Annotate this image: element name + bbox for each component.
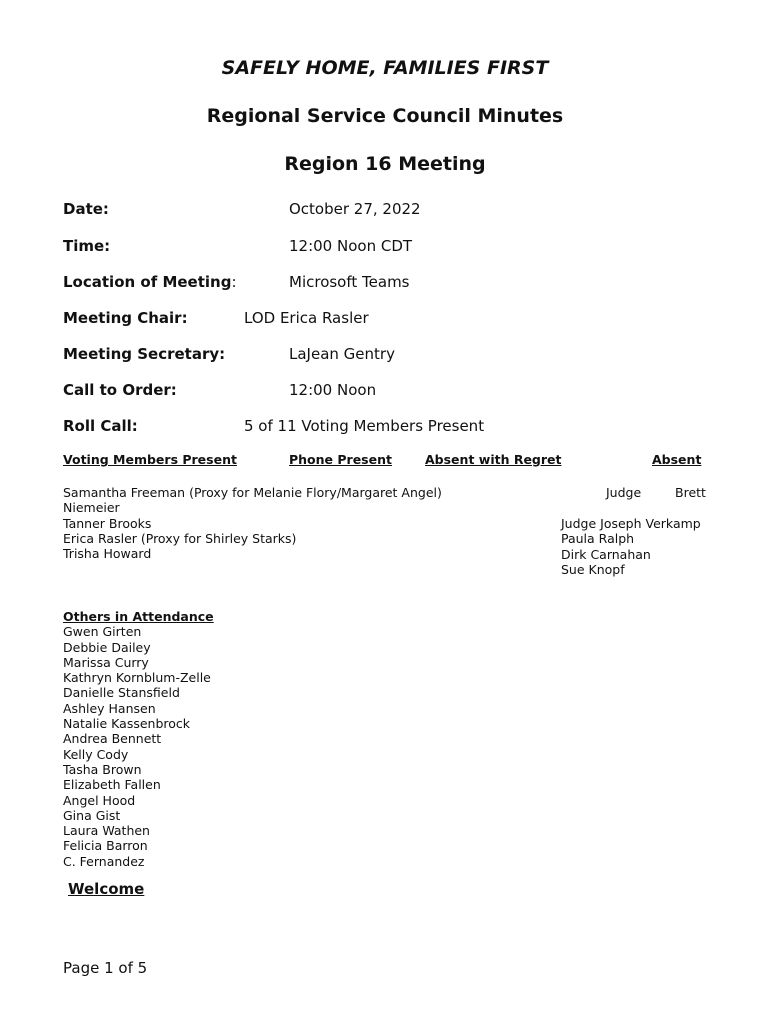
list-item: Paula Ralph	[561, 531, 635, 547]
welcome-heading: Welcome	[68, 880, 145, 898]
list-item: Kathryn Kornblum-Zelle	[63, 670, 211, 686]
list-item: Gina Gist	[63, 807, 121, 823]
absent-header: Absent	[652, 452, 702, 467]
list-item: Erica Rasler (Proxy for Shirley Starks)	[63, 530, 297, 546]
list-item: Tasha Brown	[63, 761, 142, 777]
others-in-attendance	[63, 609, 214, 869]
others-heading: Others in Attendance	[63, 609, 214, 624]
page-number: Page 1 of 5	[63, 959, 148, 977]
document-title: Regional Service Council Minutes	[206, 105, 564, 127]
absent-first-part1: Judge	[606, 485, 642, 500]
list-item: Angel Hood	[63, 792, 136, 808]
chair-label: Meeting Chair:	[63, 309, 188, 327]
roll-call-value: 5 of 11 Voting Members Present	[244, 417, 485, 435]
list-item: Gwen Girten	[63, 624, 142, 640]
list-item: Trisha Howard	[63, 546, 152, 562]
organization-title: SAFELY HOME, FAMILIES FIRST	[221, 57, 549, 79]
date-label: Date:	[63, 200, 109, 218]
location-value: Microsoft Teams	[289, 273, 410, 291]
list-item: Judge Joseph Verkamp	[561, 516, 701, 531]
location-label-text: Location of Meeting	[63, 273, 232, 291]
voting-members-header: Voting Members Present	[63, 452, 237, 467]
roll-call-label: Roll Call:	[63, 417, 138, 435]
list-item: Natalie Kassenbrock	[63, 716, 191, 732]
list-item: Ashley Hansen	[63, 700, 156, 716]
meeting-title: Region 16 Meeting	[284, 153, 486, 175]
list-item: Samantha Freeman (Proxy for Melanie Flory/Margaret Angel)	[63, 485, 442, 500]
list-item: Tanner Brooks	[63, 515, 152, 531]
list-item: Kelly Cody	[63, 746, 129, 762]
absent-with-regret-header: Absent with Regret	[425, 452, 562, 467]
list-item: Niemeier	[63, 500, 120, 516]
chair-value: LOD Erica Rasler	[244, 309, 369, 327]
list-item: Felicia Barron	[63, 838, 148, 854]
location-label	[63, 273, 237, 291]
list-item: Andrea Bennett	[63, 731, 162, 747]
list-item: Danielle Stansfield	[63, 685, 180, 701]
time-label: Time:	[63, 237, 111, 255]
call-to-order-label: Call to Order:	[63, 381, 177, 399]
list-item: Laura Wathen	[63, 823, 150, 839]
secretary-value: LaJean Gentry	[289, 345, 395, 363]
phone-present-header: Phone Present	[289, 452, 392, 467]
absent-members-list	[561, 516, 701, 577]
secretary-label: Meeting Secretary:	[63, 345, 226, 363]
absent-first-part2: Brett	[675, 485, 706, 500]
list-item: Marissa Curry	[63, 654, 149, 670]
date-value: October 27, 2022	[289, 200, 421, 218]
list-item: Elizabeth Fallen	[63, 777, 161, 793]
list-item: Sue Knopf	[561, 561, 625, 577]
location-label-colon: :	[231, 273, 237, 291]
list-item: C. Fernandez	[63, 853, 145, 869]
voting-members-list	[63, 485, 442, 561]
list-item: Dirk Carnahan	[561, 546, 651, 562]
call-to-order-value: 12:00 Noon	[289, 381, 377, 399]
list-item: Debbie Dailey	[63, 639, 151, 655]
time-value: 12:00 Noon CDT	[289, 237, 413, 255]
